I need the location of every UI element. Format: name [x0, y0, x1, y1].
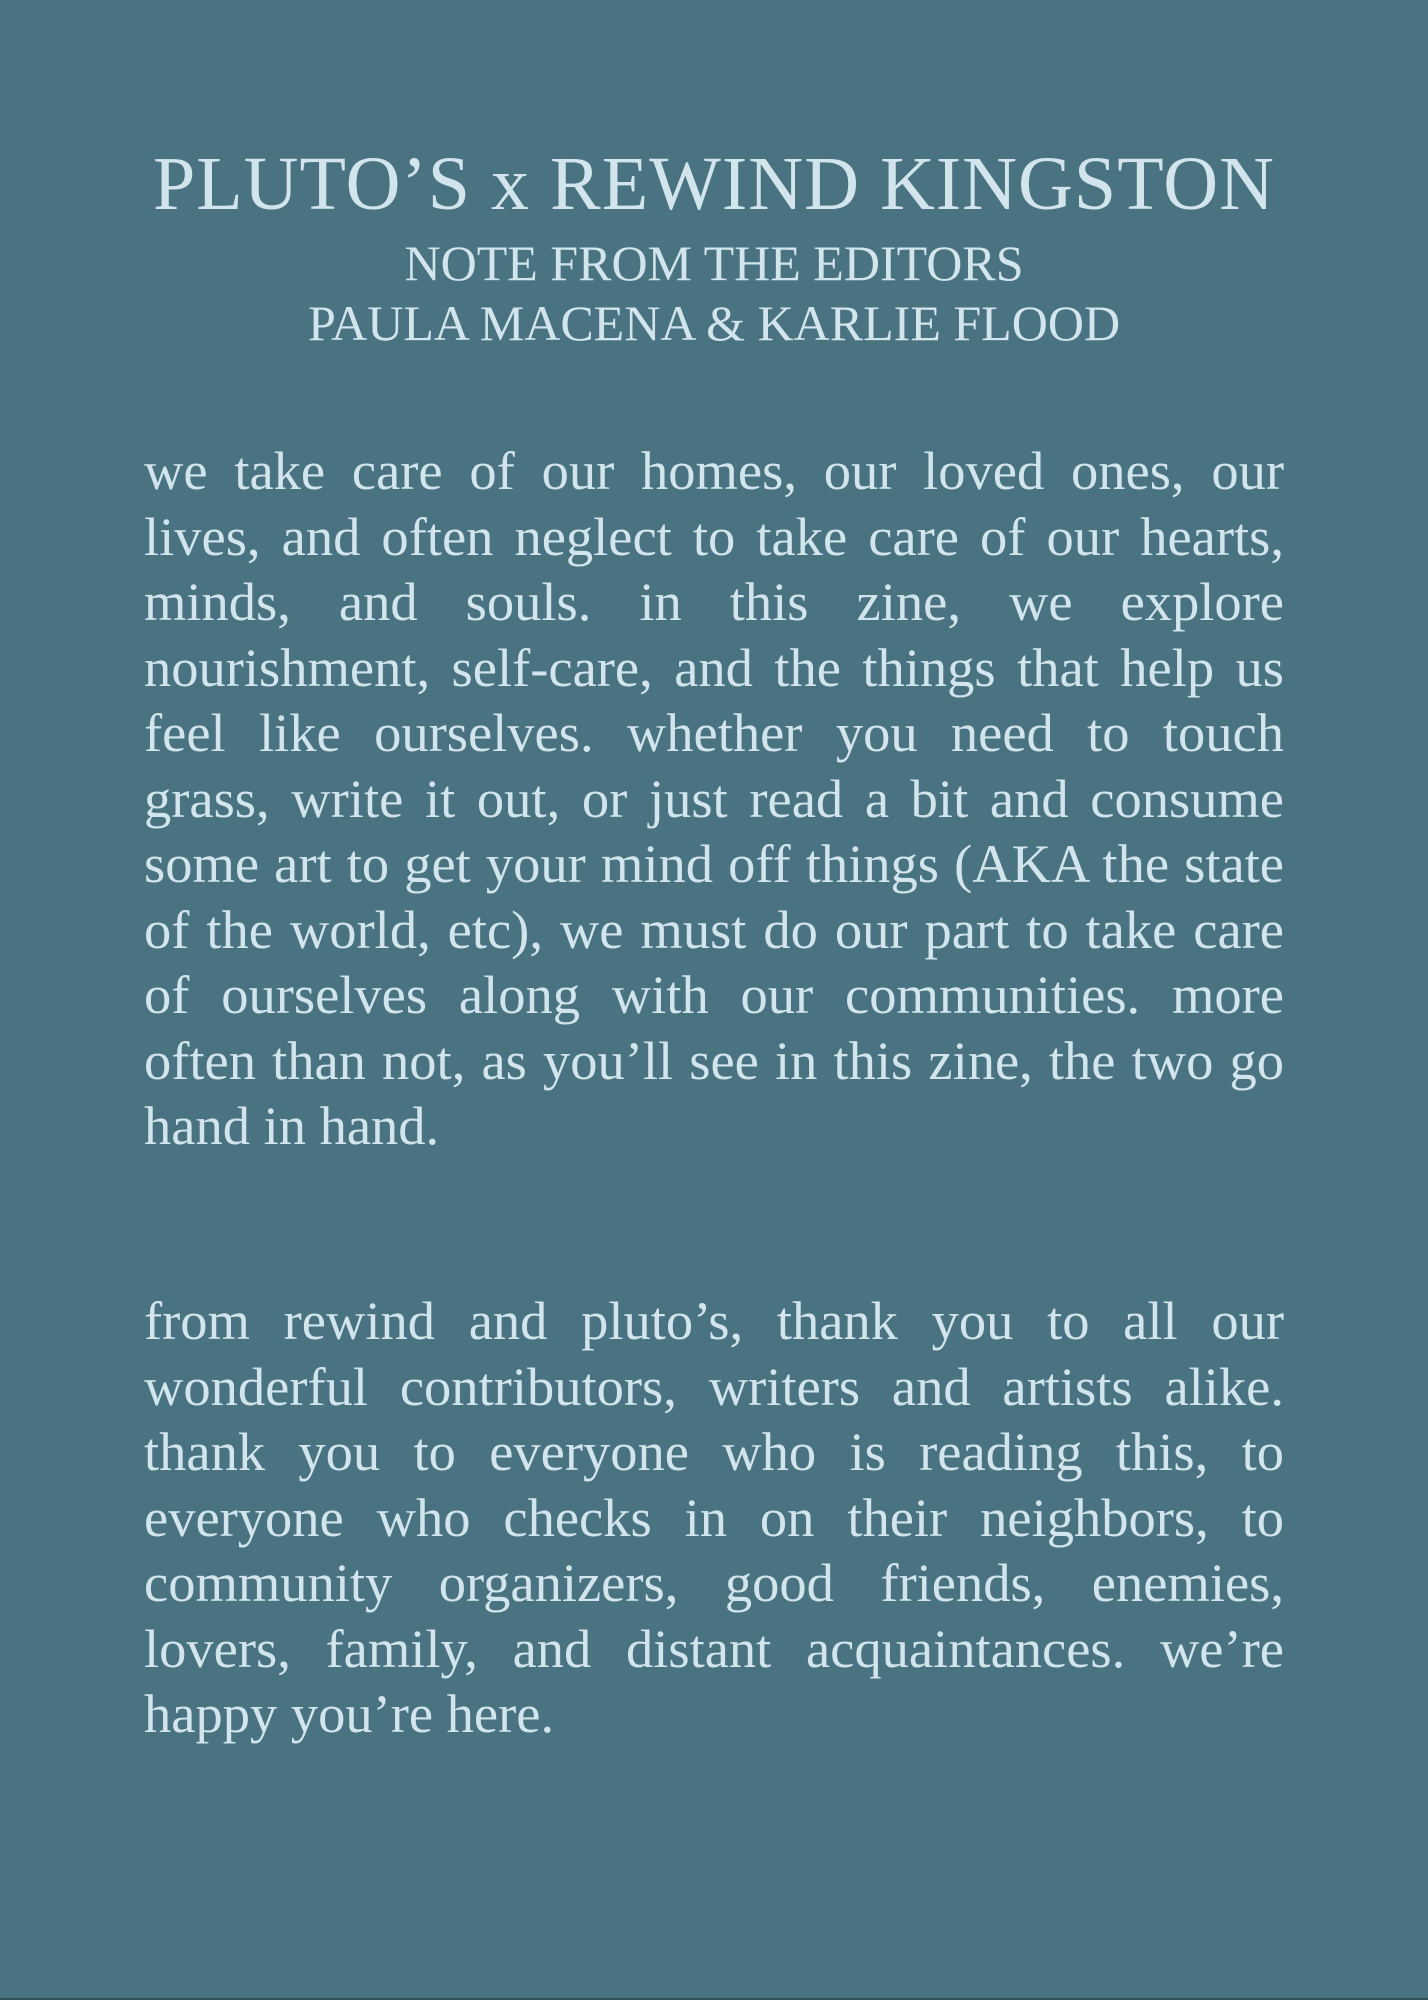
body-paragraph-2: from rewind and pluto’s, thank you to all our wonderful contributors, writers and artists alike. thank you to everyone who is reading this, to everyone who checks in on their neighbors, to community organizers, good friends, enemies, lovers, family, and distant acquaintances. we’re happy you’re here.	[144, 1290, 1284, 1744]
body-paragraph-1: we take care of our homes, our loved ones, our lives, and often neglect to take care of our hearts, minds, and souls. in this zine, we explore nourishment, self-care, and the things that help us feel like ourselves. whether you need to touch grass, write it out, or just read a bit and consume some art to get your mind off things (AKA the state of the world, etc), we must do our part to take care of ourselves along with our communities. more often than not, as you’ll see in this zine, the two go hand in hand.	[144, 440, 1284, 1156]
section-subtitle: NOTE FROM THE EDITORS	[404, 235, 1024, 291]
page-title: PLUTO’S x REWIND KINGSTON	[152, 142, 1276, 226]
editors-names: PAULA MACENA & KARLIE FLOOD	[307, 295, 1121, 351]
